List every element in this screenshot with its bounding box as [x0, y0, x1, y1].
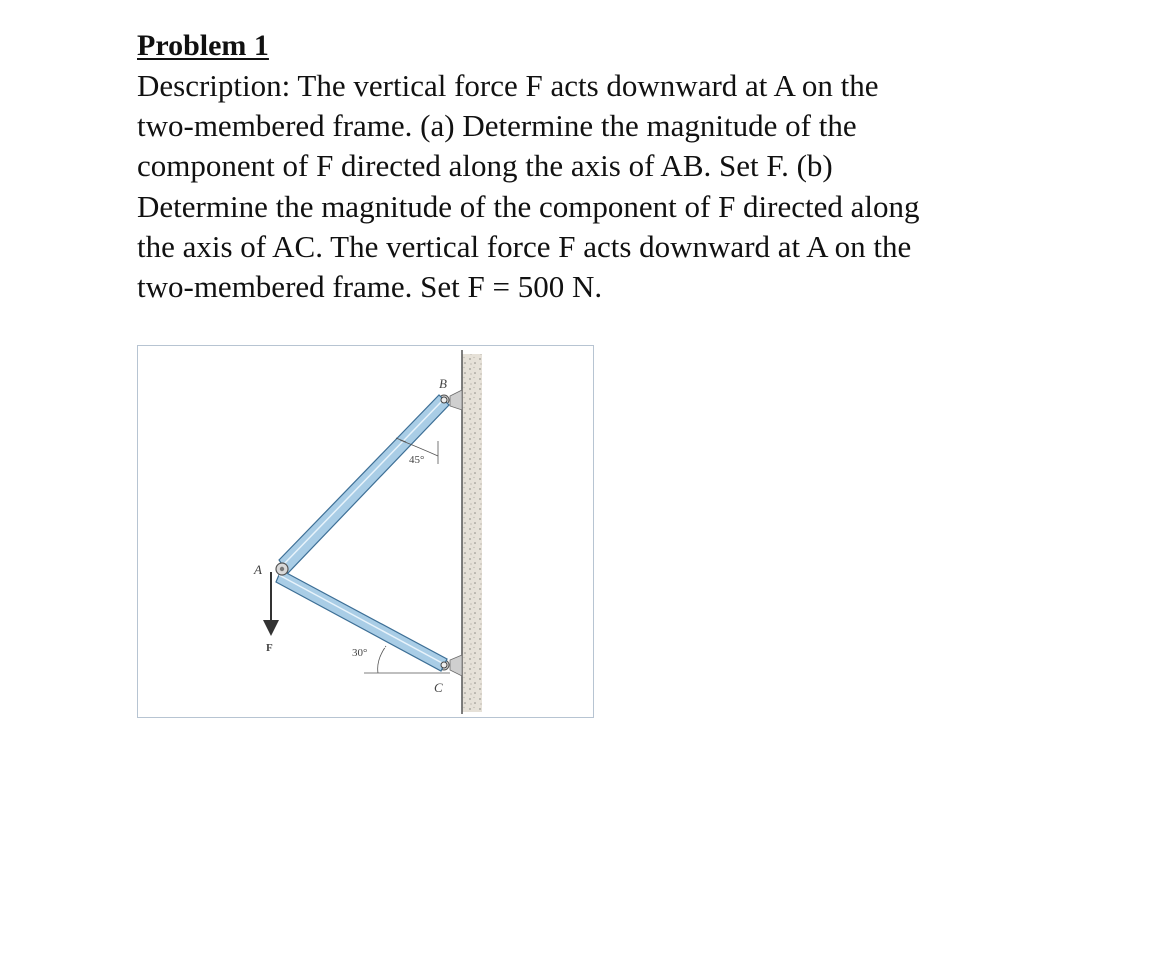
pin-c — [441, 662, 447, 668]
pin-a-center — [280, 567, 284, 571]
description-line: two-membered frame. Set F = 500 N. — [137, 269, 603, 305]
label-force: F — [266, 642, 273, 654]
label-a: A — [254, 562, 262, 577]
label-angle-30: 30° — [352, 647, 368, 659]
wall — [462, 354, 482, 712]
problem-title: Problem 1 — [137, 29, 269, 62]
description-line: the axis of AC. The vertical force F acts downward at A on the — [137, 228, 912, 264]
frame-diagram — [138, 346, 595, 719]
label-b: B — [439, 376, 447, 391]
problem-description — [137, 66, 1037, 307]
frame-figure — [137, 345, 594, 718]
pin-b — [441, 397, 447, 403]
description-line: Determine the magnitude of the component of F directed along — [137, 188, 920, 224]
label-angle-45: 45° — [409, 454, 425, 466]
label-c: C — [434, 680, 443, 695]
description-line: two-membered frame. (a) Determine the magnitude of the — [137, 108, 857, 144]
member-ab — [279, 395, 449, 573]
description-line: component of F directed along the axis of AB. Set F. (b) — [137, 148, 833, 184]
description-line: Description: The vertical force F acts downward at A on the — [137, 68, 879, 103]
